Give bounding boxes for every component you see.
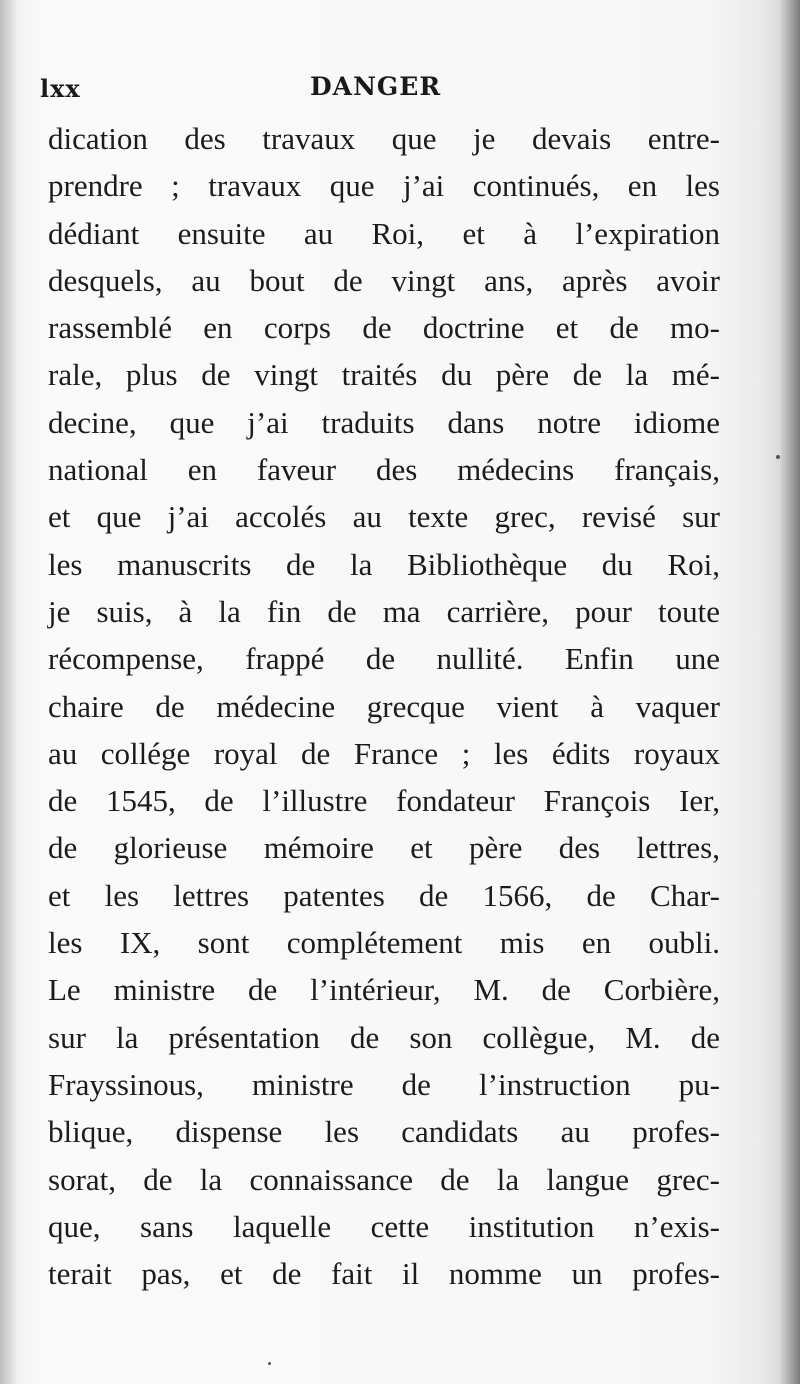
page-header <box>40 70 740 106</box>
text-line: terait pas, et de fait il nomme un profes- <box>48 1256 720 1292</box>
text-line: récompense, frappé de nullité. Enfin une <box>48 641 720 677</box>
body-text <box>48 115 720 1297</box>
text-line: dédiant ensuite au Roi, et à l’expiration <box>48 215 720 251</box>
text-line: les manuscrits de la Bibliothèque du Roi, <box>48 546 720 582</box>
page-number: lxx <box>40 74 81 103</box>
text-line: et les lettres patentes de 1566, de Char- <box>48 877 720 913</box>
page-gutter-left <box>0 0 16 1384</box>
text-line: je suis, à la fin de ma carrière, pour toute <box>48 593 720 629</box>
text-line: dication des travaux que je devais entre- <box>48 121 720 156</box>
text-line: rale, plus de vingt traités du père de la mé- <box>48 357 720 393</box>
text-line: chaire de médecine grecque vient à vaquer <box>48 688 720 724</box>
running-title: DANGER <box>310 72 442 101</box>
text-line: les IX, sont complétement mis en oubli. <box>48 925 720 961</box>
text-line: national en faveur des médecins français, <box>48 452 720 488</box>
text-line: prendre ; travaux que j’ai continués, en les <box>48 168 720 204</box>
text-line: Le ministre de l’intérieur, M. de Corbière, <box>48 972 720 1008</box>
text-line: de glorieuse mémoire et père des lettres, <box>48 830 720 866</box>
text-line: au collége royal de France ; les édits royaux <box>48 735 720 771</box>
text-line: et que j’ai accolés au texte grec, revisé sur <box>48 499 720 535</box>
text-line: desquels, au bout de vingt ans, après avoir <box>48 262 720 298</box>
text-line: sur la présentation de son collègue, M. de <box>48 1019 720 1055</box>
ink-speck <box>268 1362 271 1365</box>
text-line: blique, dispense les candidats au profes- <box>48 1114 720 1150</box>
text-line: de 1545, de l’illustre fondateur François Ier, <box>48 783 720 819</box>
ink-speck <box>776 455 780 459</box>
text-line: rassemblé en corps de doctrine et de mo- <box>48 310 720 346</box>
text-line: decine, que j’ai traduits dans notre idiome <box>48 404 720 440</box>
text-line: que, sans laquelle cette institution n’exis- <box>48 1208 720 1244</box>
text-line: sorat, de la connaissance de la langue grec- <box>48 1161 720 1197</box>
page-gutter-right <box>778 0 800 1384</box>
text-line: Frayssinous, ministre de l’instruction pu- <box>48 1066 720 1102</box>
